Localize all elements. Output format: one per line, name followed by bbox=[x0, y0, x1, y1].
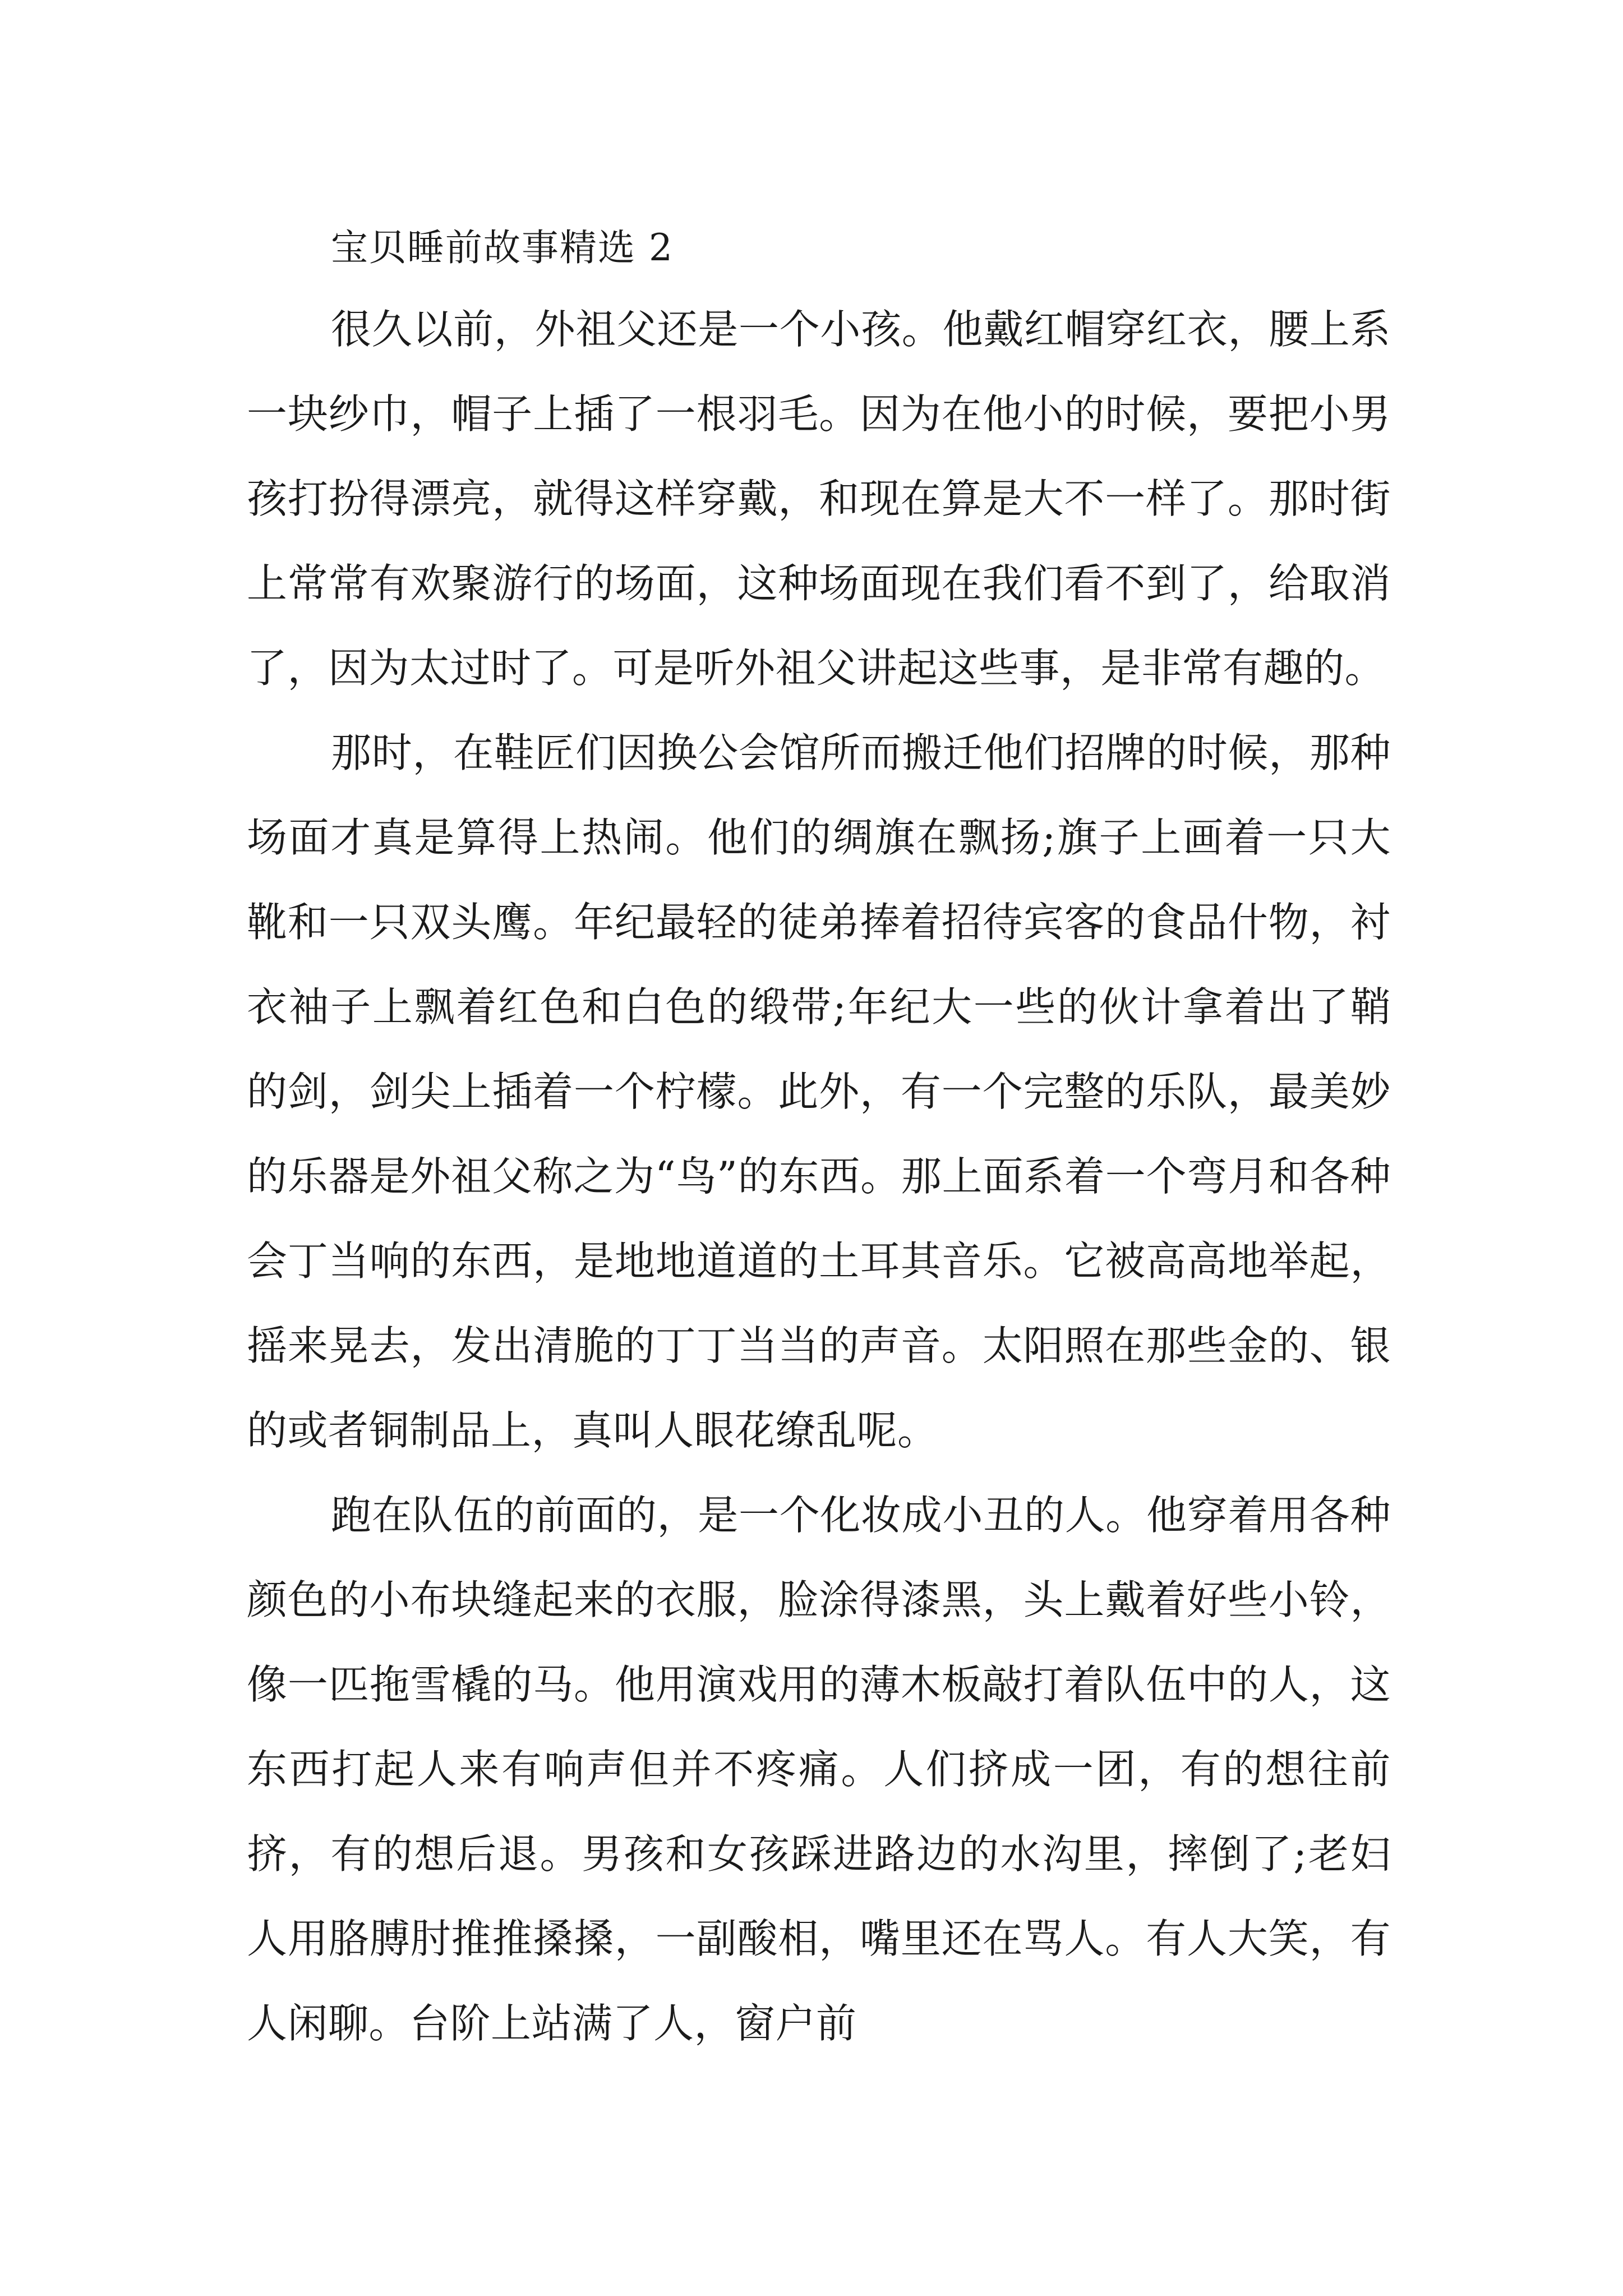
paragraph-2: 那时，在鞋匠们因换公会馆所而搬迁他们招牌的时候，那种场面才真是算得上热闹。他们的绸旗在飘扬;旗子上画着一只大靴和一只双头鹰。年纪最轻的徒弟捧着招待宾客的食品什物，衬衣袖子上飘着红色和白色的缎带;年纪大一些的伙计拿着出了鞘的剑，剑尖上插着一个柠檬。此外，有一个完整的乐队，最美妙的乐器是外祖父称之为“鸟”的东西。那上面系着一个弯月和各种会丁当响的东西，是地地道道的土耳其音乐。它被高高地举起，摇来晃去，发出清脆的丁丁当当的声音。太阳照在那些金的、银的或者铜制品上，真叫人眼花缭乱呢。 bbox=[247, 729, 1391, 1454]
document-body bbox=[247, 209, 1391, 2066]
paragraph-1: 很久以前，外祖父还是一个小孩。他戴红帽穿红衣，腰上系一块纱巾，帽子上插了一根羽毛。因为在他小的时候，要把小男孩打扮得漂亮，就得这样穿戴，和现在算是大不一样了。那时街上常常有欢聚游行的场面，这种场面现在我们看不到了，给取消了，因为太过时了。可是听外祖父讲起这些事，是非常有趣的。 bbox=[247, 306, 1391, 692]
document-title: 宝贝睡前故事精选 2 bbox=[331, 226, 674, 269]
paragraph-3: 跑在队伍的前面的，是一个化妆成小丑的人。他穿着用各种颜色的小布块缝起来的衣服，脸涂得漆黑，头上戴着好些小铃，像一匹拖雪橇的马。他用演戏用的薄木板敲打着队伍中的人，这东西打起人来有响声但并不疼痛。人们挤成一团，有的想往前挤，有的想后退。男孩和女孩踩进路边的水沟里，摔倒了;老妇人用胳膊肘推推搡搡，一副酸相，嘴里还在骂人。有人大笑，有人闲聊。台阶上站满了人，窗户前 bbox=[247, 1492, 1391, 2047]
